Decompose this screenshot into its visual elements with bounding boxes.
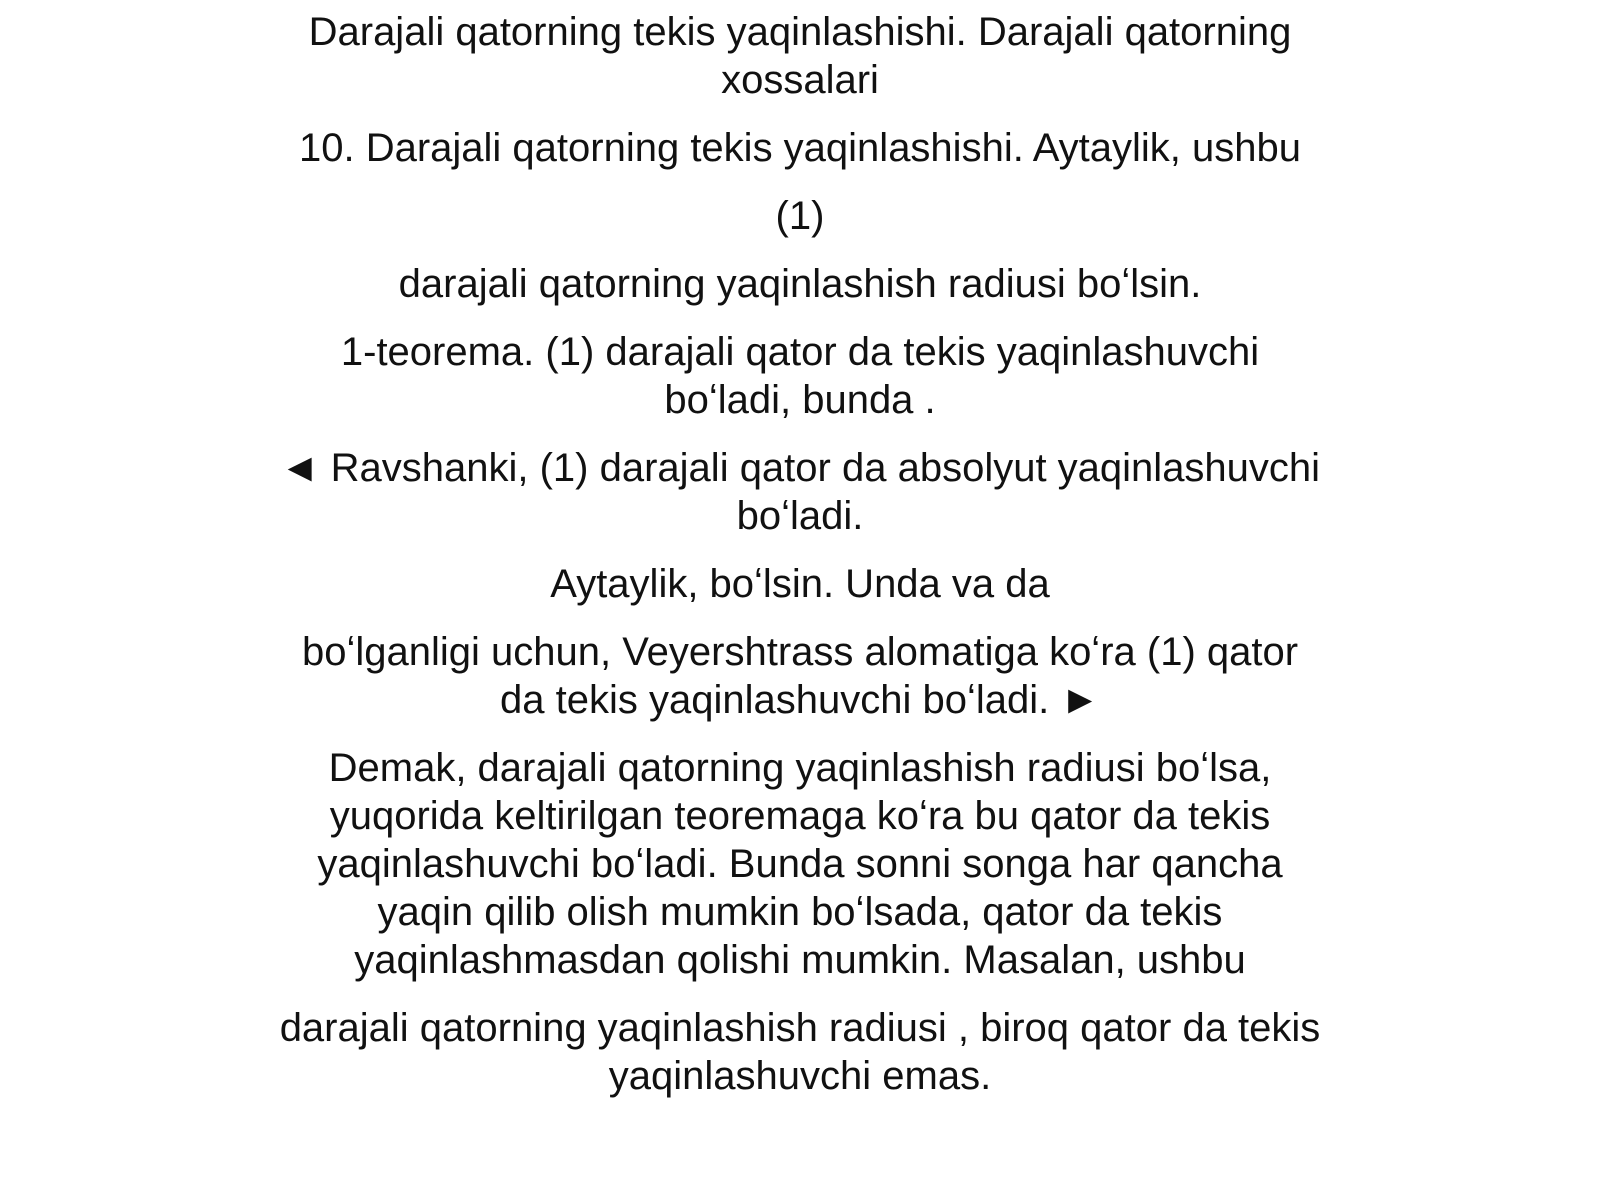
intro-line: 10. Darajali qatorning tekis yaqinlashishi. Aytaylik, ushbu xyxy=(298,126,1302,170)
paragraph-intro xyxy=(200,124,1400,172)
example-line-1: darajali qatorning yaqinlashish radiusi , biroq qator da tekis xyxy=(279,1006,1321,1050)
theorem-line-2: boʻladi, bunda . xyxy=(664,378,936,422)
proof-start xyxy=(200,444,1400,540)
paragraph-conclusion xyxy=(200,744,1400,984)
conclusion-line-3: yaqinlashuvchi boʻladi. Bunda sonni songa har qancha xyxy=(317,842,1283,886)
weierstrass-line-2: da tekis yaqinlashuvchi boʻladi. ► xyxy=(500,678,1100,722)
proof-line-2: boʻladi. xyxy=(736,494,864,538)
radius-line: darajali qatorning yaqinlashish radiusi boʻlsin. xyxy=(398,262,1202,306)
example-line-2: yaqinlashuvchi emas. xyxy=(608,1054,992,1098)
slide-title xyxy=(200,8,1400,104)
proof-line-1: ◄ Ravshanki, (1) darajali qator da absolyut yaqinlashuvchi xyxy=(279,446,1321,490)
conclusion-line-2: yuqorida keltirilgan teoremaga koʻra bu qator da tekis xyxy=(329,794,1271,838)
conclusion-line-5: yaqinlashmasdan qolishi mumkin. Masalan, ushbu xyxy=(354,938,1246,982)
equation-label-1 xyxy=(200,192,1400,240)
title-line-1: Darajali qatorning tekis yaqinlashishi. Darajali qatorning xyxy=(308,10,1292,54)
theorem-1 xyxy=(200,328,1400,424)
paragraph-radius xyxy=(200,260,1400,308)
conclusion-line-4: yaqin qilib olish mumkin boʻlsada, qator da tekis xyxy=(377,890,1223,934)
conclusion-line-1: Demak, darajali qatorning yaqinlashish radiusi boʻlsa, xyxy=(328,746,1272,790)
paragraph-example xyxy=(200,1004,1400,1100)
title-line-2: xossalari xyxy=(721,58,879,102)
paragraph-assume xyxy=(200,560,1400,608)
theorem-line-1: 1-teorema. (1) darajali qator da tekis yaqinlashuvchi xyxy=(340,330,1260,374)
weierstrass-line-1: boʻlganligi uchun, Veyershtrass alomatiga koʻra (1) qator xyxy=(301,630,1299,674)
paragraph-weierstrass xyxy=(200,628,1400,724)
equation-number: (1) xyxy=(775,194,825,238)
assume-line: Aytaylik, boʻlsin. Unda va da xyxy=(550,562,1050,606)
